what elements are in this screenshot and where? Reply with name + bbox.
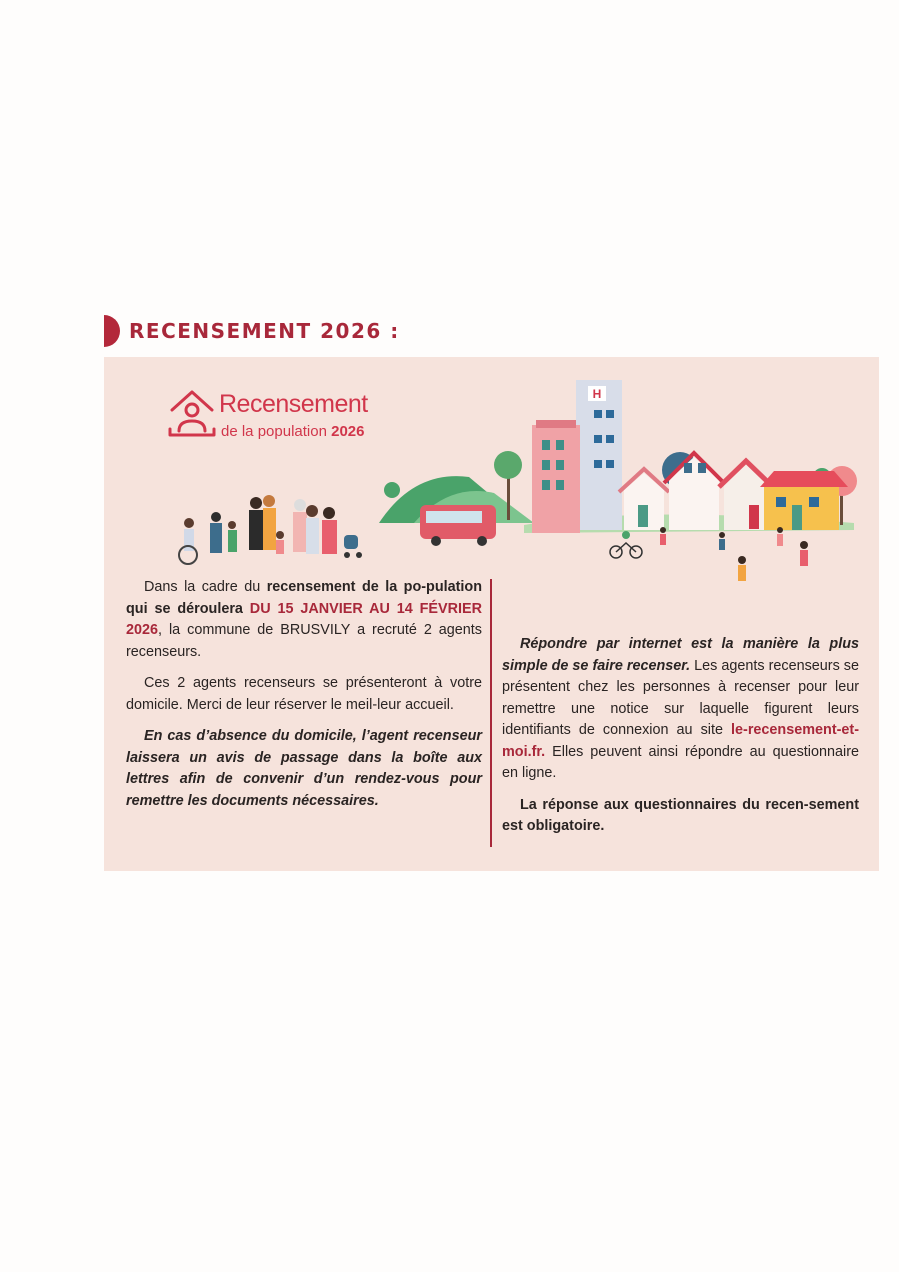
- left-paragraph-3: En cas d’absence du domicile, l’agent recenseur laissera un avis de passage dans la boîte aux lettres afin de convenir d’un rendez-vous pour remettre les documents nécessaires.: [126, 728, 482, 809]
- right-p1-body: Les agents recenseurs se présentent chez les personnes à recenser pour leur remettre une notice sur laquelle figurent leurs identifiants de connexion au site: [502, 657, 859, 738]
- info-panel: [104, 357, 879, 871]
- website-link[interactable]: le-recensement-et-moi.fr.: [502, 722, 859, 760]
- right-p1-end: Elles peuvent ainsi répondre au questionnaire en ligne.: [502, 743, 859, 781]
- left-p1-bold: recensement de la po-pulation qui se déroulera: [126, 579, 483, 617]
- column-divider: [490, 579, 492, 847]
- left-p1-end: , la commune de BRUSVILY a recruté 2 agents recenseurs.: [126, 622, 482, 660]
- right-p1-lead: Répondre par internet est la manière la plus simple de se faire recenser.: [502, 636, 859, 674]
- logo-subtitle-year: 2026: [331, 423, 365, 440]
- logo-title: Recensement: [219, 390, 368, 418]
- svg-text:H: H: [592, 387, 602, 401]
- left-p1-dates: DU 15 JANVIER AU 14 FÉVRIER 2026: [126, 600, 482, 638]
- right-column: [502, 634, 859, 848]
- left-column: [126, 577, 482, 822]
- left-p1-intro: Dans la cadre du: [144, 579, 267, 595]
- heading-marker: [104, 315, 120, 347]
- section-title: RECENSEMENT 2026 :: [129, 319, 400, 343]
- section-heading: [104, 314, 400, 348]
- logo-subtitle-prefix: de la population: [221, 423, 327, 440]
- logo-subtitle: [221, 423, 364, 440]
- right-paragraph-1: [502, 634, 859, 785]
- logo-house-icon: [170, 392, 214, 435]
- right-paragraph-2: La réponse aux questionnaires du recen-sement est obligatoire.: [502, 796, 859, 834]
- left-paragraph-1: [126, 577, 482, 663]
- left-paragraph-2: Ces 2 agents recenseurs se présenteront à votre domicile. Merci de leur réserver le meil-leur accueil.: [126, 675, 482, 713]
